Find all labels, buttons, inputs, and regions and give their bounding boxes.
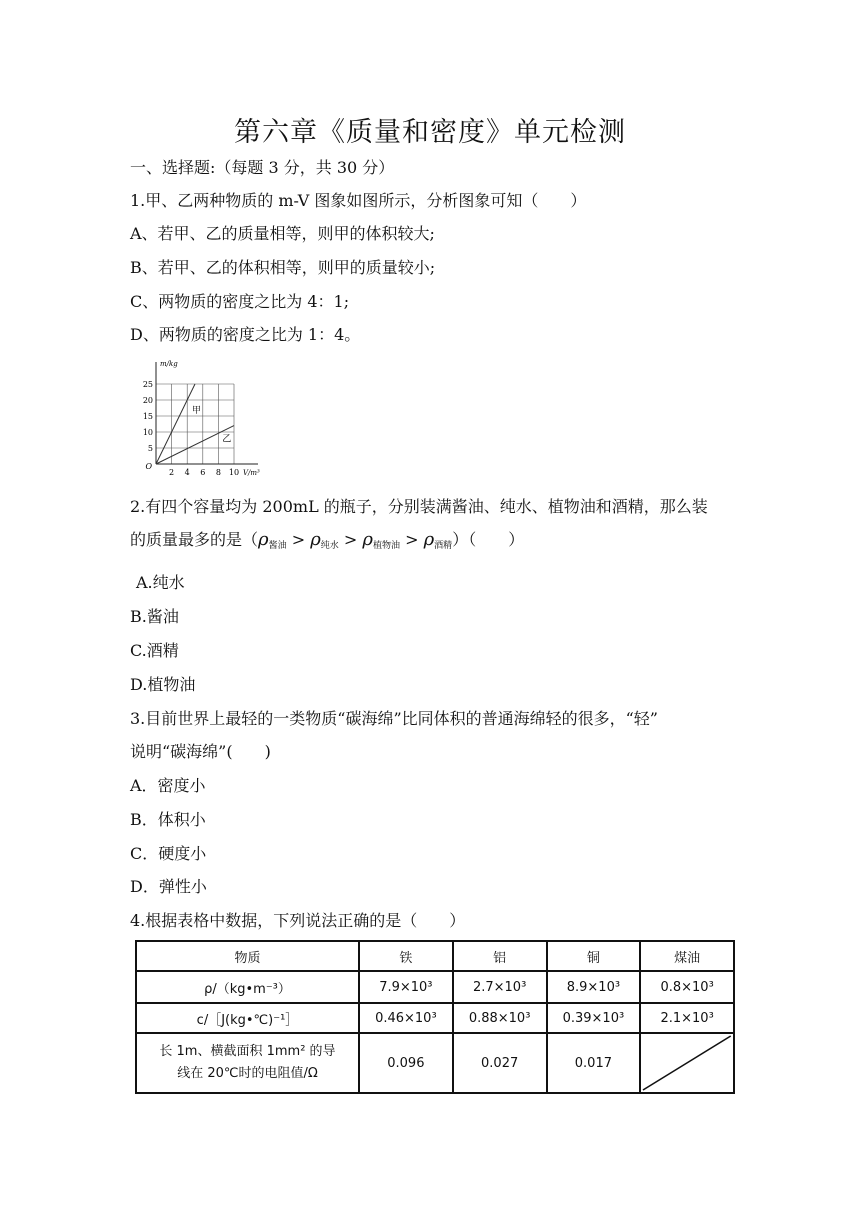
table-header-row — [136, 941, 734, 971]
q2-option-a: A.纯水 — [136, 573, 185, 592]
sub-alcohol: 酒精 — [434, 541, 453, 551]
table-cell: c/［J(kg•℃)⁻¹］ — [136, 1003, 359, 1033]
mass-volume-chart — [140, 358, 270, 476]
q2-prefix: 的质量最多的是（ — [130, 530, 259, 549]
q2-option-d: D.植物油 — [130, 675, 196, 694]
q1-option-d: D、两物质的密度之比为 1：4。 — [130, 325, 361, 344]
table-row — [136, 1033, 734, 1093]
table-cell: 0.46×10³ — [359, 1003, 453, 1033]
table-cell: 0.027 — [453, 1033, 547, 1093]
table-cell: 煤油 — [640, 941, 734, 971]
q2-option-c: C.酒精 — [130, 641, 179, 660]
q1-option-b: B、若甲、乙的体积相等，则甲的质量较小; — [130, 258, 436, 277]
q3-option-c: C．硬度小 — [130, 844, 207, 863]
diagonal-slash — [641, 1034, 733, 1092]
table-row — [136, 971, 734, 1003]
series-line-yi — [156, 426, 234, 464]
x-tick-label: 8 — [215, 468, 221, 476]
section-heading: 一、选择题:（每题 3 分，共 30 分） — [130, 158, 395, 177]
question-4-stem: 4.根据表格中数据，下列说法正确的是（ ） — [130, 911, 466, 930]
greater-than: > — [400, 530, 424, 549]
origin-label: O — [145, 462, 152, 471]
greater-than: > — [338, 530, 363, 549]
q2-option-b: B.酱油 — [130, 607, 179, 626]
table-cell: 2.7×10³ — [453, 971, 547, 1003]
rho-symbol: ρ — [362, 529, 373, 550]
table-cell: 8.9×10³ — [547, 971, 641, 1003]
q1-option-c: C、两物质的密度之比为 4：1; — [130, 292, 350, 311]
table-cell — [136, 1033, 359, 1093]
x-tick-label: 4 — [184, 468, 190, 476]
question-3-stem-line1: 3.目前世界上最轻的一类物质“碳海绵”比同体积的普通海绵轻的很多，“轻” — [130, 709, 658, 728]
q3-option-b: B．体积小 — [130, 810, 206, 829]
material-data-table — [135, 940, 735, 1094]
table-cell: 7.9×10³ — [359, 971, 453, 1003]
table-cell: 铝 — [453, 941, 547, 971]
question-2-stem-line2 — [130, 530, 524, 556]
q1-option-a: A、若甲、乙的质量相等，则甲的体积较大; — [130, 224, 435, 243]
table-cell: 2.1×10³ — [640, 1003, 734, 1033]
question-2-stem-line1: 2.有四个容量均为 200mL 的瓶子，分别装满酱油、纯水、植物油和酒精，那么装 — [130, 497, 708, 516]
sub-soy-sauce: 酱油 — [268, 541, 287, 551]
y-tick-label: 10 — [142, 428, 153, 437]
rho-symbol: ρ — [310, 529, 321, 550]
q3-option-a: A．密度小 — [130, 776, 206, 795]
density-inequality — [258, 530, 452, 556]
sub-pure-water: 纯水 — [320, 541, 339, 551]
rho-symbol: ρ — [258, 529, 269, 550]
series-line-jia — [156, 384, 195, 464]
table-cell: 0.88×10³ — [453, 1003, 547, 1033]
question-3-stem-line2: 说明“碳海绵”( ) — [130, 742, 271, 761]
x-tick-label: 6 — [200, 468, 206, 476]
sub-vegetable-oil: 植物油 — [372, 541, 400, 551]
series-label: 甲 — [191, 405, 201, 416]
table-cell: ρ/（kg•m⁻³） — [136, 971, 359, 1003]
empty-diagonal-cell — [640, 1033, 734, 1093]
table-cell: 0.39×10³ — [547, 1003, 641, 1033]
x-axis-label: V/m³ — [243, 469, 260, 476]
x-tick-label: 10 — [228, 468, 240, 476]
table-cell: 铁 — [359, 941, 453, 971]
q3-option-d: D．弹性小 — [130, 877, 207, 896]
question-1-stem: 1.甲、乙两种物质的 m-V 图象如图所示，分析图象可知（ ） — [130, 191, 587, 210]
table-cell: 0.096 — [359, 1033, 453, 1093]
page-title: 第六章《质量和密度》单元检测 — [234, 117, 626, 148]
resistance-label-line1: 长 1m、横截面积 1mm² 的导 — [159, 1044, 336, 1059]
resistance-label-line2: 线在 20℃时的电阻值/Ω — [177, 1066, 318, 1081]
greater-than: > — [286, 530, 311, 549]
table-row — [136, 1003, 734, 1033]
y-axis-label: m/kg — [160, 360, 178, 368]
table-cell: 物质 — [136, 941, 359, 971]
y-tick-label: 20 — [142, 396, 153, 405]
table-cell: 铜 — [547, 941, 641, 971]
y-tick-label: 15 — [142, 412, 153, 421]
y-tick-label: 25 — [142, 380, 153, 389]
table-cell: 0.017 — [547, 1033, 641, 1093]
rho-symbol: ρ — [423, 529, 435, 550]
series-label: 乙 — [222, 434, 232, 445]
table-cell: 0.8×10³ — [640, 971, 734, 1003]
y-tick-label: 5 — [147, 444, 153, 453]
x-tick-label: 2 — [169, 468, 175, 476]
q2-suffix: ）（ ） — [452, 530, 525, 549]
